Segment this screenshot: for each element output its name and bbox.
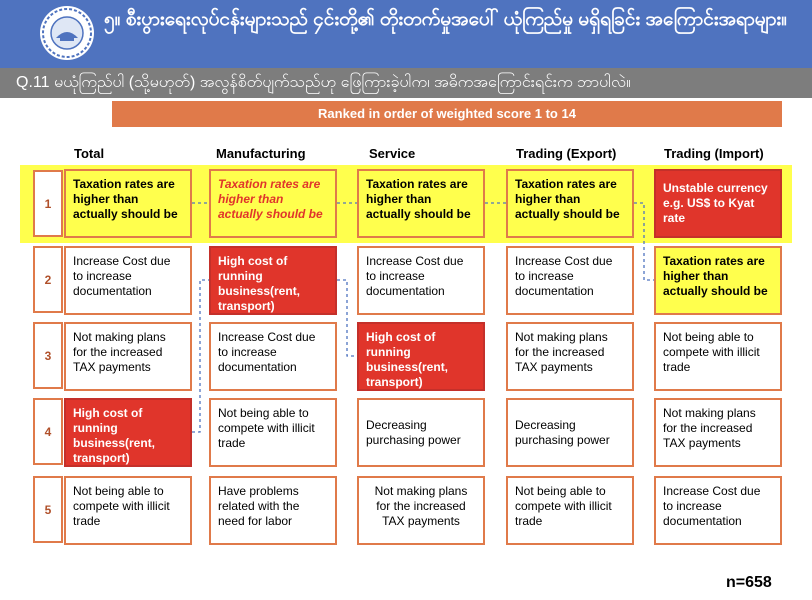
rank-number: 2: [33, 246, 63, 313]
connector-cost-manufacturing-service: [337, 280, 357, 356]
cell-export-rank-2: Increase Cost due to increase documentation: [506, 246, 634, 315]
cell-total-rank-4: High cost of running business(rent, transport): [64, 398, 192, 467]
column-header-manufacturing: Manufacturing: [216, 146, 306, 161]
page-title: ၅။ စီးပွားရေးလုပ်ငန်းများသည် ၄င်းတို့၏ တိုးတက်မှုအပေါ် ယုံကြည်မှု မရှိရခြင်း အကြောင်းအရာများ။: [104, 9, 787, 30]
ministry-logo-icon: [38, 4, 96, 62]
cell-manufacturing-rank-5: Have problems related with the need for labor: [209, 476, 337, 545]
cell-service-rank-2: Increase Cost due to increase documentation: [357, 246, 485, 315]
question-text: Q.11 မယုံကြည်ပါ (သို့မဟုတ်) အလွန်စိတ်ပျက်သည်ဟု ဖြေကြားခဲ့ပါက၊ အဓိကအကြောင်းရင်းက ဘာပါလဲ။: [0, 68, 812, 98]
cell-export-rank-1: Taxation rates are higher than actually should be: [506, 169, 634, 238]
cell-import-rank-2: Taxation rates are higher than actually should be: [654, 246, 782, 315]
cell-service-rank-3: High cost of running business(rent, transport): [357, 322, 485, 391]
cell-manufacturing-rank-3: Increase Cost due to increase documentation: [209, 322, 337, 391]
cell-export-rank-4: Decreasing purchasing power: [506, 398, 634, 467]
rank-banner: Ranked in order of weighted score 1 to 14: [112, 101, 782, 127]
cell-service-rank-4: Decreasing purchasing power: [357, 398, 485, 467]
cell-import-rank-3: Not being able to compete with illicit trade: [654, 322, 782, 391]
column-header-total: Total: [74, 146, 105, 161]
column-header-service: Service: [369, 146, 416, 161]
cell-manufacturing-rank-2: High cost of running business(rent, transport): [209, 246, 337, 315]
rank-number: 4: [33, 398, 63, 465]
cell-total-rank-3: Not making plans for the increased TAX payments: [64, 322, 192, 391]
cell-import-rank-1: Unstable currency e.g. US$ to Kyat rate: [654, 169, 782, 238]
cell-total-rank-1: Taxation rates are higher than actually should be: [64, 169, 192, 238]
rank-number: 1: [33, 170, 63, 237]
rank-number: 3: [33, 322, 63, 389]
cell-export-rank-5: Not being able to compete with illicit trade: [506, 476, 634, 545]
cell-total-rank-2: Increase Cost due to increase documentation: [64, 246, 192, 315]
cell-export-rank-3: Not making plans for the increased TAX payments: [506, 322, 634, 391]
cell-manufacturing-rank-4: Not being able to compete with illicit trade: [209, 398, 337, 467]
rank-number: 5: [33, 476, 63, 543]
connector-cost-total-manufacturing: [192, 280, 209, 432]
cell-import-rank-4: Not making plans for the increased TAX payments: [654, 398, 782, 467]
column-header-trading-export: Trading (Export): [516, 146, 617, 161]
cell-service-rank-5: Not making plans for the increased TAX payments: [357, 476, 485, 545]
column-header-trading-import: Trading (Import): [664, 146, 764, 161]
cell-manufacturing-rank-1: Taxation rates are higher than actually should be: [209, 169, 337, 238]
sample-size: n=658: [726, 574, 772, 591]
cell-total-rank-5: Not being able to compete with illicit trade: [64, 476, 192, 545]
cell-import-rank-5: Increase Cost due to increase documentation: [654, 476, 782, 545]
cell-service-rank-1: Taxation rates are higher than actually should be: [357, 169, 485, 238]
header-banner: [0, 0, 812, 68]
